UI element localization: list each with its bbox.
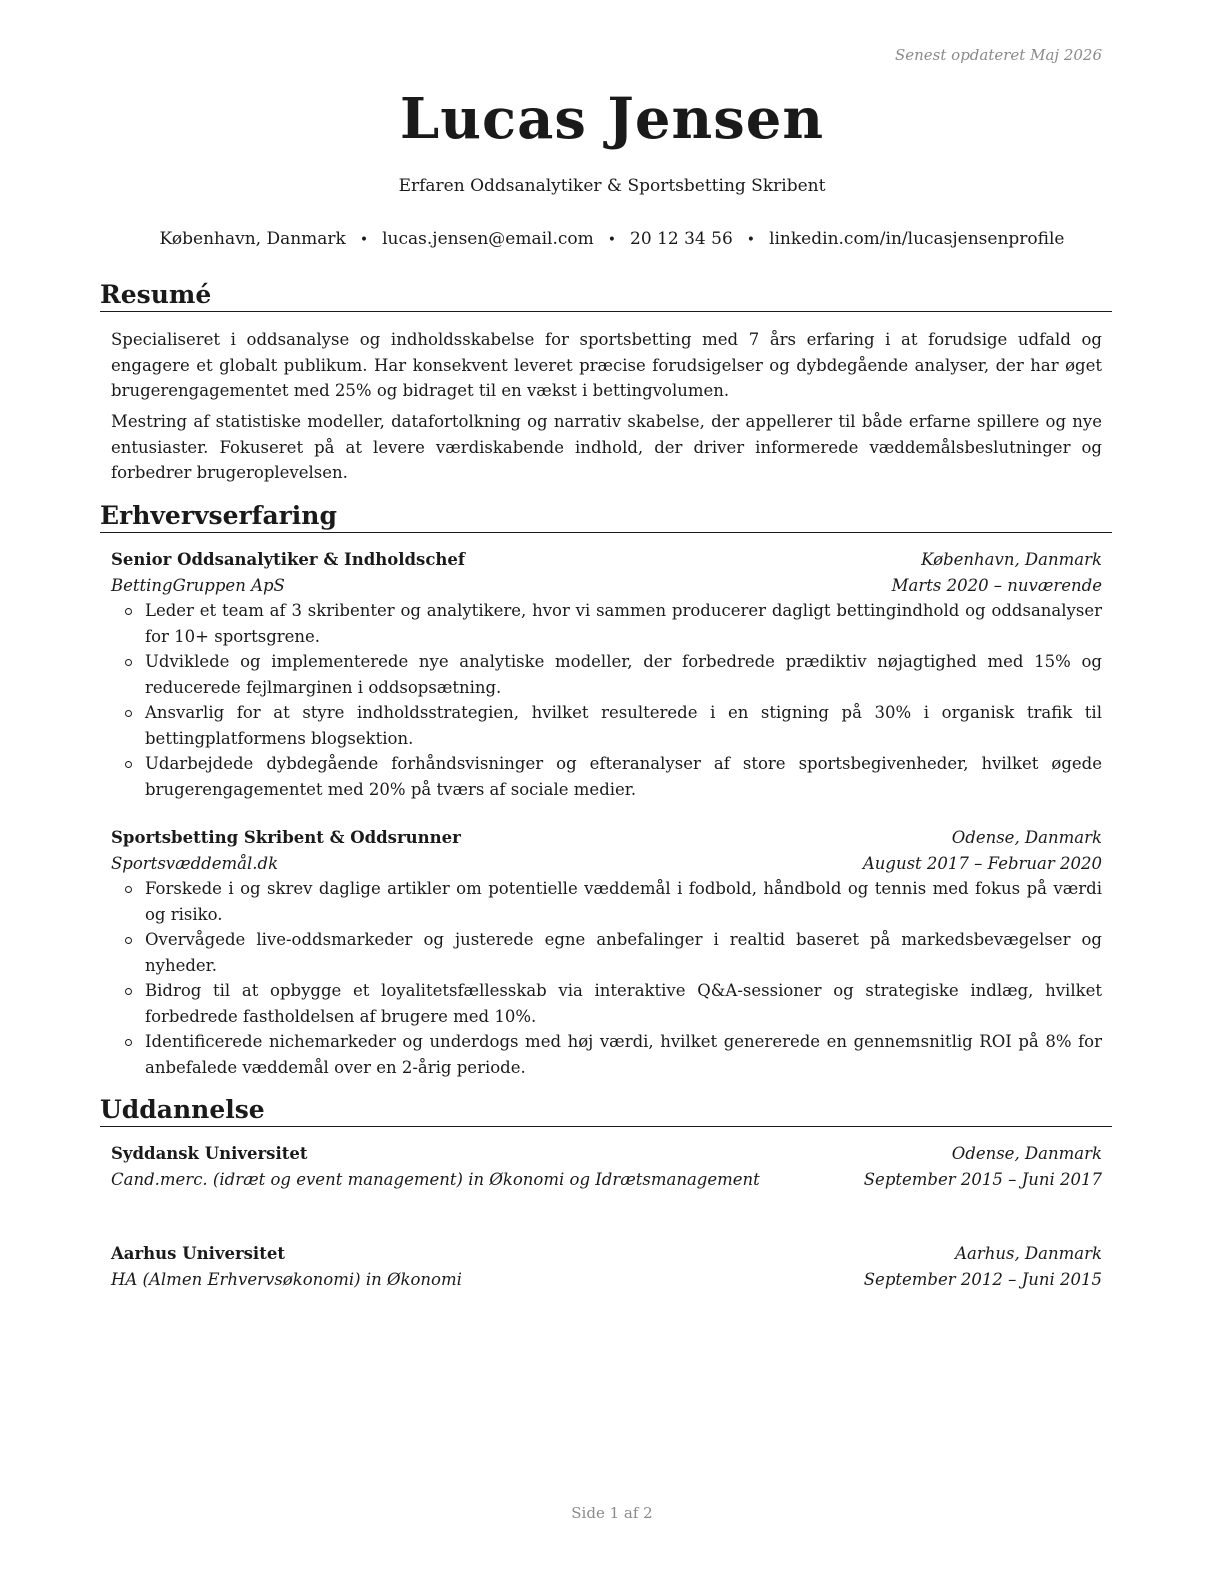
education-entry [111, 1241, 1102, 1292]
job-company: Sportsvæddemål.dk [111, 853, 279, 873]
last-updated-note: Senest opdateret Maj 2026 [894, 46, 1102, 64]
section-heading-education: Uddannelse [100, 1095, 1112, 1127]
candidate-title: Erfaren Oddsanalytiker & Sportsbetting Skribent [398, 176, 826, 196]
job-entry [111, 547, 1102, 802]
job-dates: Marts 2020 – nuværende [891, 575, 1102, 595]
contact-linkedin[interactable]: linkedin.com/in/lucasjensenprofile [769, 229, 1065, 249]
list-item [111, 751, 1102, 802]
bullet-text: Ansvarlig for at styre indholdsstrategien, hvilket resulterede i en stigning på 30% i organisk trafik til bettingplatformens blogsektion. [145, 703, 1102, 748]
job-bullets [111, 876, 1102, 1080]
degree-name: Cand.merc. (idræt og event management) in Økonomi og Idrætsmanagement [111, 1169, 760, 1189]
summary-paragraph: Mestring af statistiske modeller, datafortolkning og narrativ skabelse, der appellerer til både erfarne spillere og nye entusiaster. Fokuseret på at levere værdiskabende indhold, der driver informerede væddemålsbeslutninger og forbedrer brugeroplevelsen. [111, 412, 1102, 482]
list-item [111, 598, 1102, 649]
job-dates: August 2017 – Februar 2020 [862, 853, 1102, 873]
job-title: Sportsbetting Skribent & Oddsrunner [111, 828, 461, 847]
bullet-text: Leder et team af 3 skribenter og analytikere, hvor vi sammen producerer dagligt bettingindhold og oddsanalyser for 10+ sportsgrene. [145, 601, 1102, 646]
bullet-text: Identificerede nichemarkeder og underdogs med høj værdi, hvilket genererede en gennemsnitlig ROI på 8% for anbefalede væddemål over en 2-årig periode. [145, 1032, 1102, 1077]
job-location: København, Danmark [921, 550, 1102, 569]
bullet-text: Overvågede live-oddsmarkeder og justerede egne anbefalinger i realtid baseret på markedsbevægelser og nyheder. [145, 930, 1102, 975]
circle-bullet-icon [125, 608, 132, 615]
circle-bullet-icon [125, 659, 132, 666]
school-name: Aarhus Universitet [111, 1244, 285, 1263]
bullet-text: Forskede i og skrev daglige artikler om potentielle væddemål i fodbold, håndbold og tennis med fokus på værdi og risiko. [145, 879, 1102, 924]
list-item [111, 876, 1102, 927]
page-number: Side 1 af 2 [571, 1504, 653, 1522]
candidate-name: Lucas Jensen [399, 86, 825, 152]
circle-bullet-icon [125, 1039, 132, 1046]
bullet-text: Udarbejdede dybdegående forhåndsvisninger og efteranalyser af store sportsbegivenheder, hvilket øgede brugerengagementet med 20% på tværs af sociale medier. [145, 754, 1102, 799]
job-entry [111, 825, 1102, 1080]
contact-location: København, Danmark [159, 229, 346, 249]
job-company: BettingGruppen ApS [111, 575, 285, 595]
contact-phone: 20 12 34 56 [630, 229, 733, 249]
degree-name: HA (Almen Erhvervsøkonomi) in Økonomi [111, 1269, 462, 1289]
circle-bullet-icon [125, 886, 132, 893]
bullet-separator: • [607, 232, 617, 248]
section-heading-summary: Resumé [100, 280, 1112, 312]
job-title: Senior Oddsanalytiker & Indholdschef [111, 550, 465, 569]
job-location: Odense, Danmark [951, 828, 1102, 847]
school-name: Syddansk Universitet [111, 1144, 308, 1163]
education-dates: September 2015 – Juni 2017 [863, 1169, 1102, 1189]
contact-email[interactable]: lucas.jensen@email.com [382, 229, 594, 249]
circle-bullet-icon [125, 761, 132, 768]
list-item [111, 700, 1102, 751]
education-entry [111, 1141, 1102, 1192]
school-location: Aarhus, Danmark [955, 1244, 1102, 1263]
summary-paragraph: Specialiseret i oddsanalyse og indholdsskabelse for sportsbetting med 7 års erfaring i at forudsige udfald og engagere et globalt publikum. Har konsekvent leveret præcise forudsigelser og dybdegående analyser, der har øget brugerengagementet med 25% og bidraget til en vækst i bettingvolumen. [111, 330, 1102, 400]
circle-bullet-icon [125, 937, 132, 944]
contact-line [0, 229, 1224, 249]
list-item [111, 649, 1102, 700]
bullet-separator: • [746, 232, 756, 248]
list-item [111, 1029, 1102, 1080]
school-location: Odense, Danmark [951, 1144, 1102, 1163]
list-item [111, 978, 1102, 1029]
list-item [111, 927, 1102, 978]
section-heading-experience: Erhvervserfaring [100, 501, 1112, 533]
job-bullets [111, 598, 1102, 802]
bullet-text: Udviklede og implementerede nye analytiske modeller, der forbedrede prædiktiv nøjagtighed med 15% og reducerede fejlmarginen i oddsopsætning. [145, 652, 1102, 697]
education-dates: September 2012 – Juni 2015 [863, 1269, 1102, 1289]
bullet-text: Bidrog til at opbygge et loyalitetsfællesskab via interaktive Q&A-sessioner og strategiske indlæg, hvilket forbedrede fastholdelsen af brugere med 10%. [145, 981, 1102, 1026]
circle-bullet-icon [125, 710, 132, 717]
bullet-separator: • [359, 232, 369, 248]
circle-bullet-icon [125, 988, 132, 995]
